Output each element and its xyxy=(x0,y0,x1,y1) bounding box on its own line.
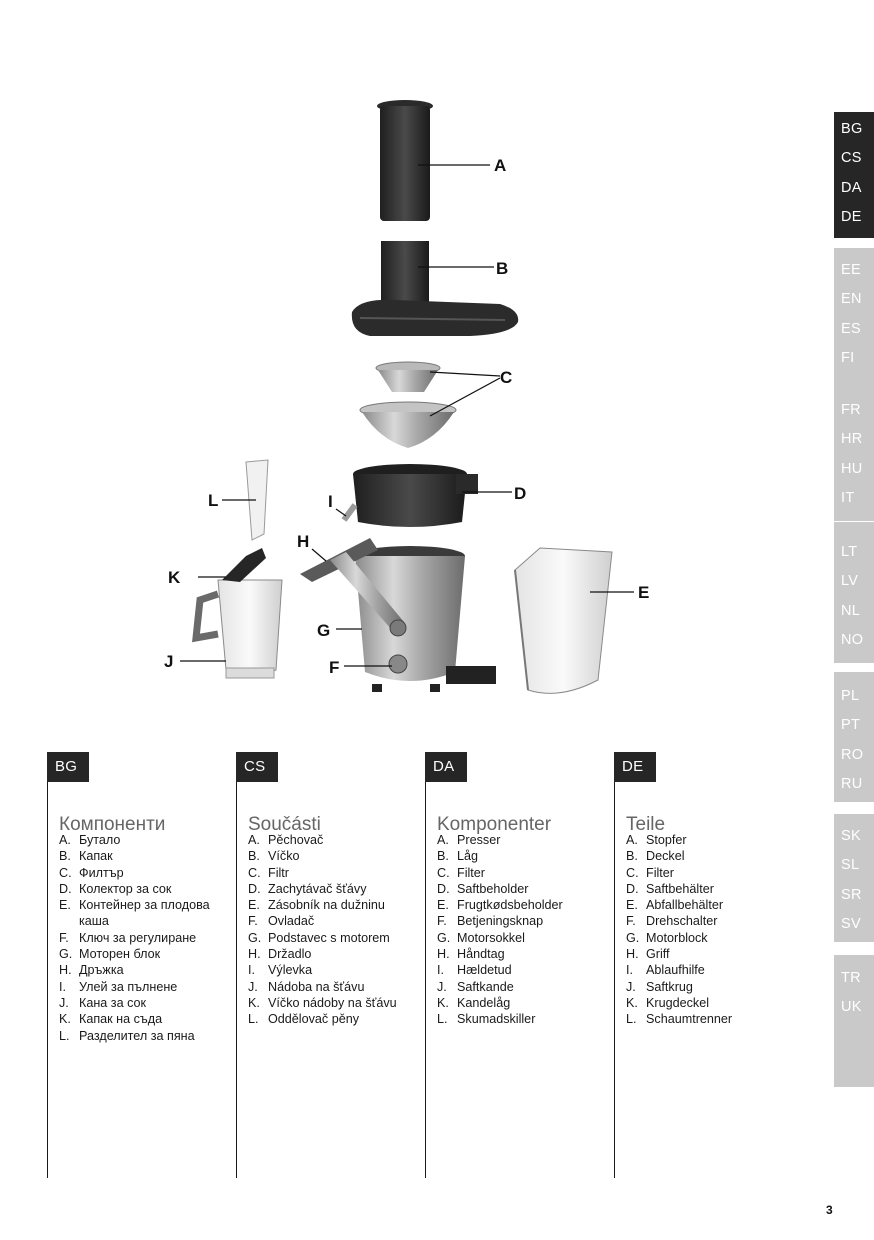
language-tab-hu[interactable]: HU xyxy=(841,460,863,477)
part-label-a: A xyxy=(494,156,507,175)
list-item: C. Filter xyxy=(437,865,485,880)
language-tab-ru[interactable]: RU xyxy=(841,775,863,792)
list-item: K. Капак на съда xyxy=(59,1012,163,1027)
parts-list xyxy=(59,832,229,1044)
list-item: D. Zachytávač šťávy xyxy=(248,881,367,896)
list-item: H. Håndtag xyxy=(437,947,505,962)
language-tab-ro[interactable]: RO xyxy=(841,746,864,763)
language-group-7 xyxy=(834,955,874,1087)
language-tab-ee[interactable]: EE xyxy=(841,262,861,278)
part-label-i: I xyxy=(328,492,333,511)
language-tab-en[interactable]: EN xyxy=(841,291,862,308)
language-group-3 xyxy=(834,378,874,521)
list-item: F. Betjeningsknap xyxy=(437,914,544,929)
list-item: I. Ablaufhilfe xyxy=(626,963,705,978)
filter-part xyxy=(360,362,456,448)
part-label-e: E xyxy=(638,583,650,602)
list-item: F. Ovladač xyxy=(248,914,315,929)
list-item: A. Pěchovač xyxy=(248,833,324,847)
list-item: B. Капак xyxy=(59,849,113,864)
list-item: H. Дръжка xyxy=(59,963,124,978)
list-item: L. Oddělovač pěny xyxy=(248,1012,360,1027)
list-item: B. Víčko xyxy=(248,849,300,864)
language-tab-fr[interactable]: FR xyxy=(841,402,861,418)
language-group-6 xyxy=(834,814,874,942)
list-item: K. Krugdeckel xyxy=(626,995,710,1010)
language-tab-hr[interactable]: HR xyxy=(841,431,863,448)
language-tab-de[interactable]: DE xyxy=(841,208,862,225)
language-tab-it[interactable]: IT xyxy=(841,489,855,506)
language-tab-fi[interactable]: FI xyxy=(841,349,855,366)
list-item: I. Hældetud xyxy=(437,963,512,978)
list-item: J. Nádoba na šťávu xyxy=(248,979,365,994)
section-heading: Компоненти xyxy=(59,813,166,835)
language-tab-sv[interactable]: SV xyxy=(841,915,861,932)
list-item: D. Колектор за сок xyxy=(59,881,172,896)
list-item: J. Кана за сок xyxy=(59,995,147,1010)
language-tab-bg[interactable]: BG xyxy=(841,121,863,137)
language-badge: CS xyxy=(236,752,278,782)
list-item: H. Držadlo xyxy=(248,947,312,962)
list-item: A. Бутало xyxy=(59,833,121,847)
part-label-l: L xyxy=(208,491,219,510)
language-tab-uk[interactable]: UK xyxy=(841,999,862,1016)
language-tab-pt[interactable]: PT xyxy=(841,717,861,734)
list-item: D. Saftbehälter xyxy=(626,881,714,896)
lid-part xyxy=(352,241,518,336)
pusher-part xyxy=(377,100,433,221)
section-heading: Součásti xyxy=(248,813,321,835)
language-tab-sl[interactable]: SL xyxy=(841,857,860,874)
list-item: A. Presser xyxy=(437,833,501,847)
list-item: L. Skumadskiller xyxy=(437,1012,536,1027)
language-tab-sk[interactable]: SK xyxy=(841,828,861,844)
list-item: C. Filtr xyxy=(248,865,289,880)
column-divider xyxy=(425,752,426,1178)
language-tab-lv[interactable]: LV xyxy=(841,573,859,590)
language-group-2 xyxy=(834,248,874,379)
column-divider xyxy=(614,752,615,1178)
list-item: L. Разделител за пяна xyxy=(59,1028,195,1043)
language-tab-es[interactable]: ES xyxy=(841,320,861,337)
column-divider xyxy=(47,752,48,1178)
language-group-5 xyxy=(834,672,874,802)
language-tab-tr[interactable]: TR xyxy=(841,970,861,986)
juice-jug-part xyxy=(196,548,282,678)
list-item: J. Saftkande xyxy=(437,979,514,994)
list-item: E. Abfallbehälter xyxy=(626,898,724,913)
list-item: C. Филтър xyxy=(59,865,124,880)
parts-list xyxy=(248,832,418,1028)
list-item: K. Kandelåg xyxy=(437,995,511,1010)
list-item: G. Podstavec s motorem xyxy=(248,930,390,945)
part-label-c: C xyxy=(500,368,513,387)
language-tab-nl[interactable]: NL xyxy=(841,602,861,619)
language-tab-pl[interactable]: PL xyxy=(841,688,860,704)
list-item: F. Ключ за регулиране xyxy=(59,930,197,945)
part-label-d: D xyxy=(514,484,527,503)
parts-list xyxy=(626,832,796,1028)
list-item: K. Víčko nádoby na šťávu xyxy=(248,995,397,1010)
section-heading: Komponenter xyxy=(437,813,552,835)
language-tab-lt[interactable]: LT xyxy=(841,544,858,560)
part-label-b: B xyxy=(496,259,509,278)
list-item: E. Контейнер за плодова каша xyxy=(59,898,210,929)
list-item: F. Drehschalter xyxy=(626,914,718,929)
list-item: J. Saftkrug xyxy=(626,979,693,994)
part-label-g: G xyxy=(317,621,331,640)
language-badge: DE xyxy=(614,752,656,782)
list-item: G. Моторен блок xyxy=(59,947,161,962)
list-item: E. Frugtkødsbeholder xyxy=(437,898,563,913)
pulp-container-part xyxy=(515,548,612,693)
list-item: G. Motorblock xyxy=(626,930,708,945)
part-label-j: J xyxy=(164,652,174,671)
part-label-h: H xyxy=(297,532,310,551)
list-item: I. Výlevka xyxy=(248,963,313,978)
list-item: G. Motorsokkel xyxy=(437,930,525,945)
list-item: E. Zásobník na dužninu xyxy=(248,898,385,913)
page-number: 3 xyxy=(826,1203,833,1217)
list-item: A. Stopfer xyxy=(626,833,687,847)
language-badge: DA xyxy=(425,752,467,782)
column-divider xyxy=(236,752,237,1178)
language-tab-sr[interactable]: SR xyxy=(841,886,862,903)
language-badge: BG xyxy=(47,752,89,782)
language-group-1 xyxy=(834,112,874,238)
language-tab-da[interactable]: DA xyxy=(841,179,862,196)
language-tab-cs[interactable]: CS xyxy=(841,150,862,167)
language-tab-no[interactable]: NO xyxy=(841,631,864,648)
list-item: B. Låg xyxy=(437,849,479,864)
list-item: I. Улей за пълнене xyxy=(59,979,178,994)
part-label-k: K xyxy=(168,568,181,587)
parts-list xyxy=(437,832,607,1028)
list-item: C. Filter xyxy=(626,865,674,880)
juice-collector-part xyxy=(344,464,478,527)
section-heading: Teile xyxy=(626,813,666,835)
language-group-4 xyxy=(834,522,874,663)
part-label-f: F xyxy=(329,658,340,677)
list-item: H. Griff xyxy=(626,947,670,962)
list-item: L. Schaumtrenner xyxy=(626,1012,733,1027)
list-item: D. Saftbeholder xyxy=(437,881,529,896)
list-item: B. Deckel xyxy=(626,849,685,864)
